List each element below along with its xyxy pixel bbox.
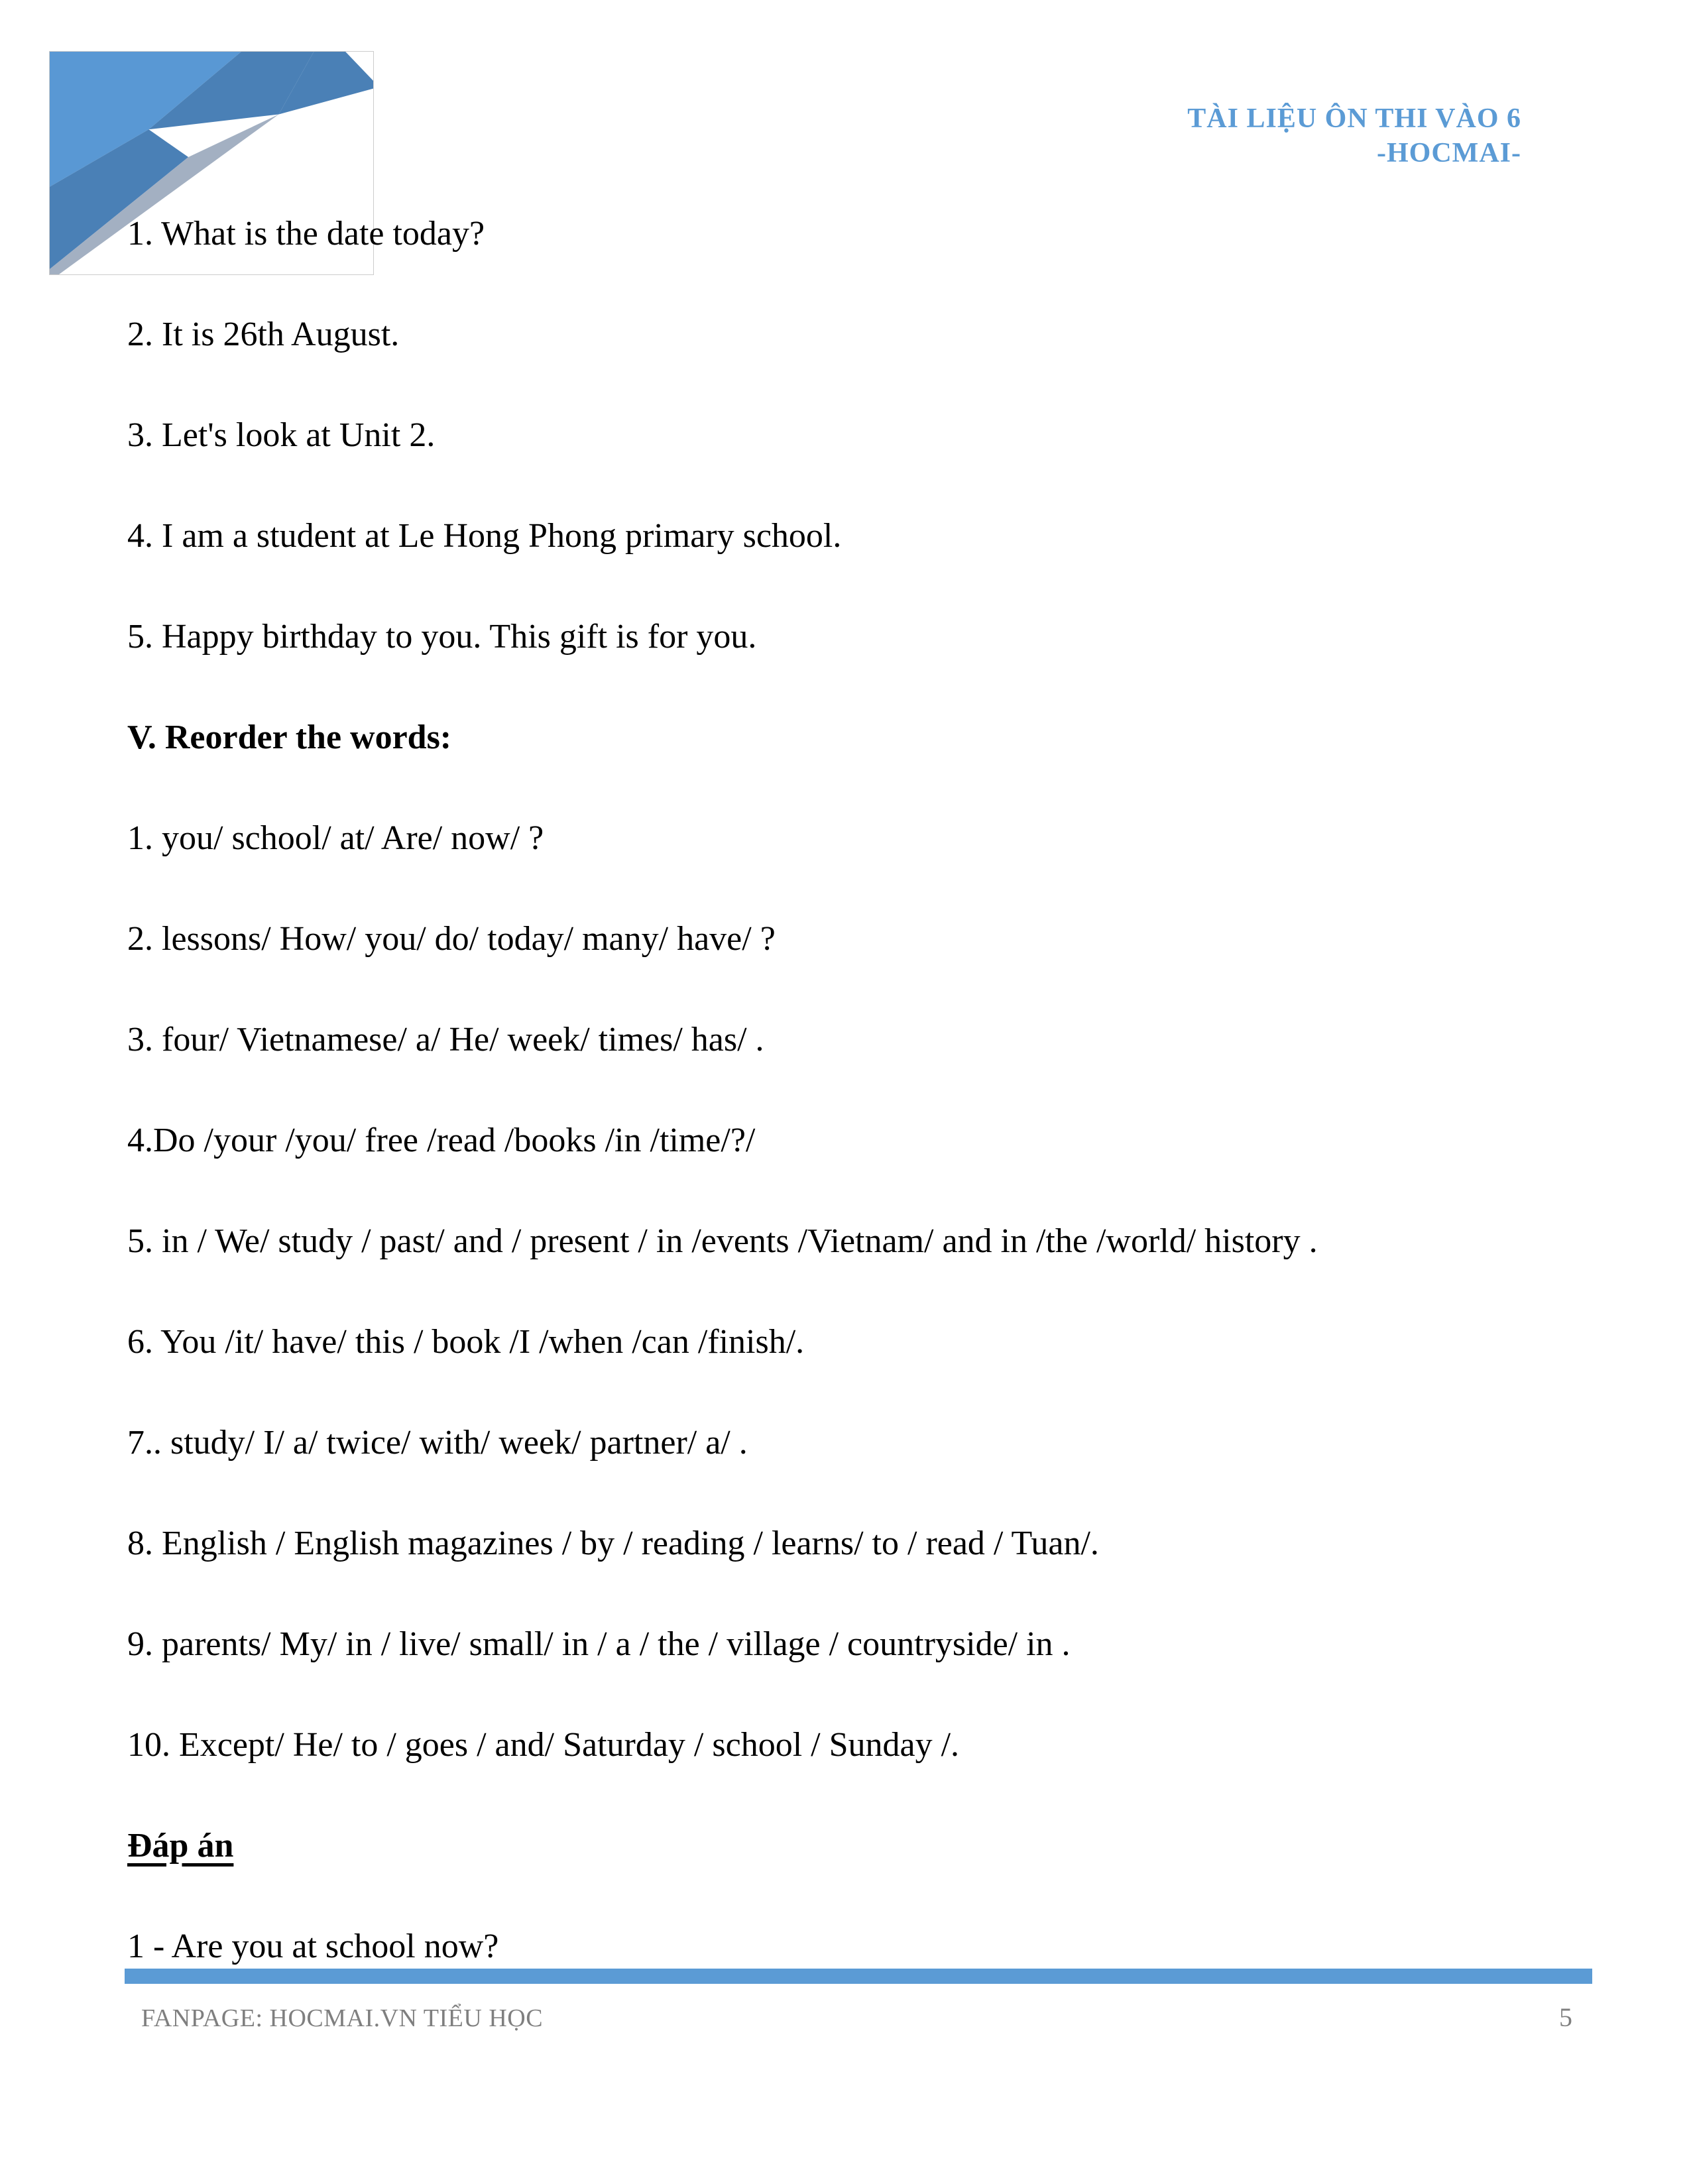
exercise-line: 6. You /it/ have/ this / book /I /when /can /finish/. — [127, 1323, 805, 1361]
document-body — [127, 184, 1625, 1997]
footer-divider-bar — [125, 1969, 1592, 1984]
exercise-line: 9. parents/ My/ in / live/ small/ in / a / the / village / countryside/ in . — [127, 1625, 1071, 1663]
section-heading: V. Reorder the words: — [127, 718, 452, 756]
header-title: TÀI LIỆU ÔN THI VÀO 6 — [1187, 103, 1521, 134]
header-brand: -HOCMAI- — [1377, 138, 1521, 168]
exercise-line: 2. lessons/ How/ you/ do/ today/ many/ have/ ? — [127, 920, 776, 958]
exercise-line: 4.Do /your /you/ free /read /books /in /time/?/ — [127, 1121, 756, 1159]
answer-line: 4. I am a student at Le Hong Phong primary school. — [127, 517, 842, 555]
exercise-line: 10. Except/ He/ to / goes / and/ Saturday / school / Sunday /. — [127, 1726, 960, 1764]
answer-line: 3. Let's look at Unit 2. — [127, 416, 436, 454]
exercise-line: 5. in / We/ study / past/ and / present / in /events /Vietnam/ and in /the /world/ history . — [127, 1222, 1318, 1260]
page-number: 5 — [1559, 2002, 1572, 2032]
answer-line: 2. It is 26th August. — [127, 316, 400, 353]
exercise-line: 7.. study/ I/ a/ twice/ with/ week/ partner/ a/ . — [127, 1424, 748, 1462]
exercise-line: 1. you/ school/ at/ Are/ now/ ? — [127, 819, 544, 857]
exercise-line: 8. English / English magazines / by / reading / learns/ to / read / Tuan/. — [127, 1524, 1099, 1562]
footer-fanpage: FANPAGE: HOCMAI.VN TIỂU HỌC — [141, 2004, 544, 2032]
answer-line: 5. Happy birthday to you. This gift is for you. — [127, 618, 757, 656]
answer-key-line: 1 - Are you at school now? — [127, 1927, 499, 1965]
answers-heading-label: Đáp án — [127, 1827, 234, 1865]
answer-line: 1. What is the date today? — [127, 215, 485, 253]
answers-heading — [127, 1796, 1625, 1896]
exercise-line: 3. four/ Vietnamese/ a/ He/ week/ times/ has/ . — [127, 1021, 764, 1059]
document-header — [1187, 101, 1521, 170]
